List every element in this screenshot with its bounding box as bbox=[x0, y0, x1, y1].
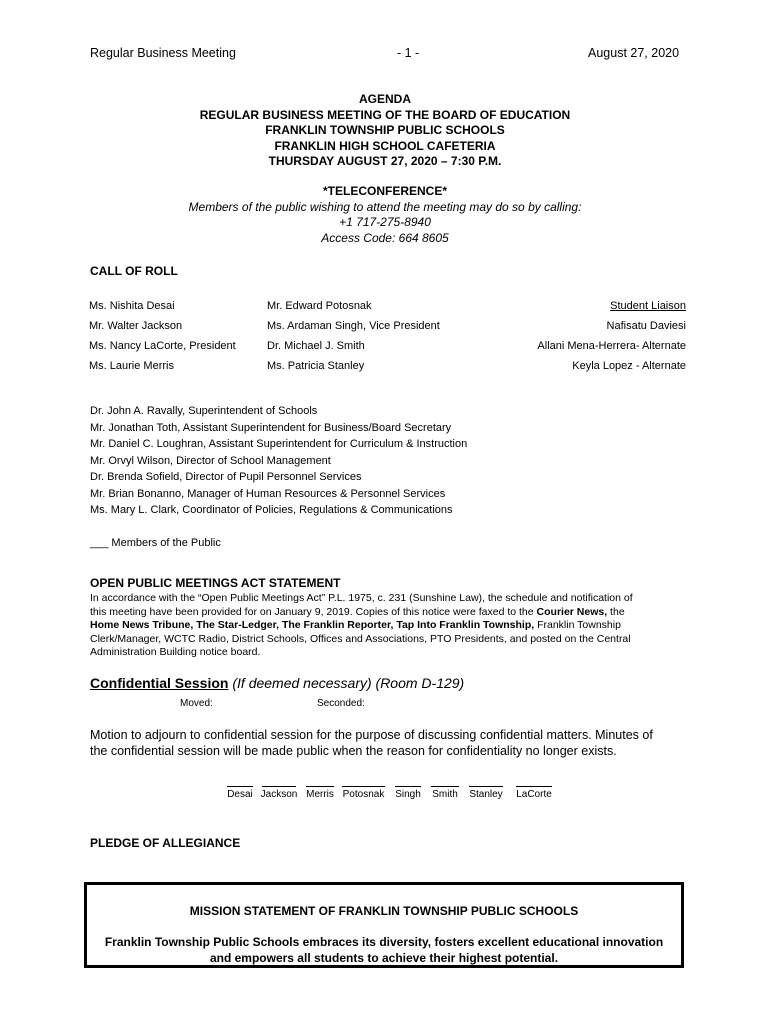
teleconference-instructions: Members of the public wishing to attend the meeting may do so by calling: bbox=[188, 199, 582, 214]
opma-line: Clerk/Manager, WCTC Radio, District Schools, Offices and Associations, PTO Presidents, and posted on the Central bbox=[90, 632, 631, 645]
opma-line: Administration Building notice board. bbox=[90, 646, 261, 658]
mission-statement-box bbox=[84, 882, 684, 968]
confidential-heading bbox=[90, 675, 464, 691]
opma-line bbox=[90, 619, 690, 633]
roll-member: Mr. Edward Potosnak bbox=[267, 300, 372, 312]
opma-paragraph bbox=[90, 592, 690, 660]
agenda-title-block bbox=[0, 92, 770, 170]
agenda-title: AGENDA bbox=[358, 92, 411, 106]
seconded-label: Seconded: bbox=[317, 698, 365, 709]
roll-member: Ms. Patricia Stanley bbox=[267, 360, 365, 372]
vote-line-merris bbox=[306, 786, 334, 787]
roll-member: Keyla Lopez - Alternate bbox=[572, 360, 686, 372]
roll-member: Nafisatu Daviesi bbox=[606, 320, 686, 332]
pledge-heading: PLEDGE OF ALLEGIANCE bbox=[90, 836, 241, 850]
motion-line: the confidential session will be made public when the reason for confidentiality no longer exists. bbox=[90, 744, 617, 758]
moved-label: Moved: bbox=[180, 698, 213, 709]
opma-bold-text: Courier News, bbox=[536, 605, 608, 618]
vote-name-jackson: Jackson bbox=[260, 789, 298, 800]
teleconference-phone: +1 717-275-8940 bbox=[339, 215, 431, 229]
meeting-datetime: THURSDAY AUGUST 27, 2020 – 7:30 P.M. bbox=[268, 154, 502, 168]
teleconference-block bbox=[0, 184, 770, 246]
roll-column-2 bbox=[267, 296, 440, 376]
mission-text bbox=[87, 934, 681, 966]
staff-item: Mr. Brian Bonanno, Manager of Human Resources & Personnel Services bbox=[90, 487, 446, 500]
confidential-title: Confidential Session bbox=[90, 675, 229, 691]
vote-name-stanley: Stanley bbox=[469, 789, 503, 800]
vote-name-smith: Smith bbox=[432, 789, 458, 800]
header-page-number: - 1 - bbox=[397, 46, 420, 60]
opma-line bbox=[90, 606, 690, 620]
vote-line-singh bbox=[395, 786, 421, 787]
roll-member: Dr. Michael J. Smith bbox=[267, 340, 365, 352]
vote-name-merris: Merris bbox=[306, 789, 334, 800]
roll-member: Ms. Ardaman Singh, Vice President bbox=[267, 320, 440, 332]
teleconference-access-code: Access Code: 664 8605 bbox=[321, 230, 449, 245]
teleconference-title: *TELECONFERENCE* bbox=[322, 184, 447, 198]
roll-member: Ms. Nishita Desai bbox=[89, 300, 175, 312]
staff-item: Mr. Orvyl Wilson, Director of School Management bbox=[90, 454, 331, 467]
opma-bold-text: Home News Tribune, The Star-Ledger, The Franklin Reporter, Tap Into Franklin Township, bbox=[90, 619, 535, 631]
opma-text: the bbox=[607, 605, 625, 618]
vote-name-lacorte: LaCorte bbox=[516, 789, 552, 800]
staff-list bbox=[90, 403, 467, 519]
roll-heading: CALL OF ROLL bbox=[90, 264, 178, 278]
vote-name-potosnak: Potosnak bbox=[342, 789, 385, 800]
staff-item: Mr. Jonathan Toth, Assistant Superintendent for Business/Board Secretary bbox=[90, 421, 452, 434]
vote-line-smith bbox=[431, 786, 459, 787]
staff-item: Dr. John A. Ravally, Superintendent of Schools bbox=[90, 405, 318, 417]
header-date: August 27, 2020 bbox=[588, 46, 680, 60]
vote-name-desai: Desai bbox=[227, 789, 253, 800]
opma-heading: OPEN PUBLIC MEETINGS ACT STATEMENT bbox=[90, 576, 341, 590]
staff-item: Dr. Brenda Sofield, Director of Pupil Personnel Services bbox=[90, 471, 362, 483]
district-name: FRANKLIN TOWNSHIP PUBLIC SCHOOLS bbox=[265, 123, 505, 137]
roll-member: Mr. Walter Jackson bbox=[89, 320, 183, 332]
vote-name-singh: Singh bbox=[395, 789, 421, 800]
vote-line-desai bbox=[227, 786, 253, 787]
mission-line: Franklin Township Public Schools embraces its diversity, fosters excellent educational innovation bbox=[104, 935, 664, 949]
header-left: Regular Business Meeting bbox=[90, 46, 236, 60]
meeting-name: REGULAR BUSINESS MEETING OF THE BOARD OF EDUCATION bbox=[199, 107, 571, 122]
mission-title: MISSION STATEMENT OF FRANKLIN TOWNSHIP PUBLIC SCHOOLS bbox=[189, 904, 579, 918]
confidential-motion bbox=[90, 727, 690, 759]
confidential-note: (If deemed necessary) (Room D-129) bbox=[232, 675, 465, 691]
members-of-public: ___ Members of the Public bbox=[90, 537, 221, 549]
roll-column-1 bbox=[89, 296, 236, 376]
motion-line: Motion to adjourn to confidential session for the purpose of discussing confidential matters. Minutes of bbox=[90, 728, 653, 742]
staff-item: Mr. Daniel C. Loughran, Assistant Superintendent for Curriculum & Instruction bbox=[90, 438, 468, 450]
vote-line-stanley bbox=[469, 786, 503, 787]
vote-line-jackson bbox=[262, 786, 296, 787]
roll-member: Ms. Laurie Merris bbox=[89, 360, 174, 372]
meeting-location: FRANKLIN HIGH SCHOOL CAFETERIA bbox=[274, 138, 496, 153]
roll-column-3 bbox=[537, 296, 686, 376]
opma-text: this meeting have been provided for on January 9, 2019. Copies of this notice were faxed to the bbox=[90, 605, 537, 618]
vote-line-lacorte bbox=[516, 786, 552, 787]
student-liaison-heading: Student Liaison bbox=[610, 300, 686, 312]
opma-line: In accordance with the “Open Public Meetings Act” P.L. 1975, c. 231 (Sunshine Law), the schedule and notification of bbox=[90, 592, 633, 604]
opma-text: Franklin Township bbox=[534, 619, 621, 631]
roll-member: Allani Mena-Herrera- Alternate bbox=[537, 340, 686, 352]
roll-member: Ms. Nancy LaCorte, President bbox=[89, 340, 236, 352]
mission-line: and empowers all students to achieve their highest potential. bbox=[209, 951, 559, 965]
staff-item: Ms. Mary L. Clark, Coordinator of Policies, Regulations & Communications bbox=[90, 504, 453, 516]
vote-line-potosnak bbox=[342, 786, 385, 787]
